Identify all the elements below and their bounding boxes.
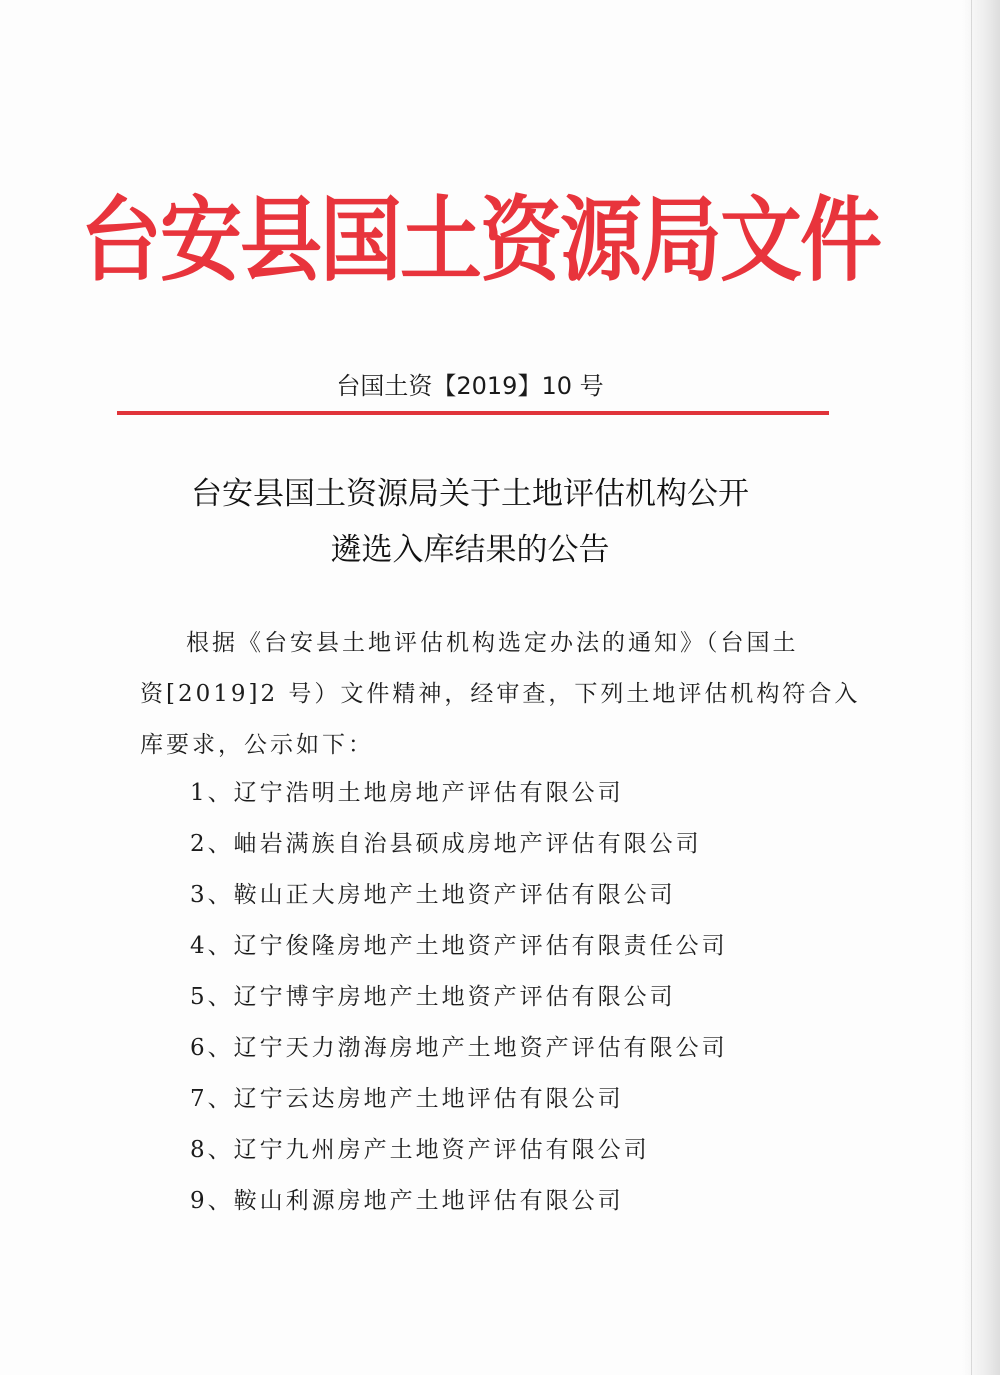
title-line-2: 遴选入库结果的公告 [330,532,610,568]
list-item: 4、辽宁俊隆房地产土地资产评估有限责任公司 [190,933,728,959]
body-line-2: 资[2019]2 号）文件精神，经审查，下列土地评估机构符合入 [140,681,861,707]
body-line-3: 库要求，公示如下： [140,732,374,758]
red-divider-line [117,411,829,415]
list-item: 9、鞍山利源房地产土地评估有限公司 [190,1188,624,1214]
list-item: 8、辽宁九州房产土地资产评估有限公司 [190,1137,650,1163]
list-item: 7、辽宁云达房地产土地评估有限公司 [190,1086,624,1112]
list-item: 6、辽宁天力渤海房地产土地资产评估有限公司 [190,1035,728,1061]
institution-list [190,768,728,1227]
list-item: 2、岫岩满族自治县硕成房地产评估有限公司 [190,831,702,857]
masthead-title: 台安县国土资源局文件 [80,186,881,295]
body-paragraph [140,618,861,771]
list-item: 3、鞍山正大房地产土地资产评估有限公司 [190,882,676,908]
document-number: 台国土资【2019】10 号 [336,372,604,400]
list-item: 5、辽宁博宇房地产土地资产评估有限公司 [190,984,676,1010]
scan-edge-shadow [962,0,1000,1375]
body-line-1: 根据《台安县土地评估机构选定办法的通知》（台国土 [186,630,799,656]
title-line-1: 台安县国土资源局关于土地评估机构公开 [191,476,749,512]
announcement-title [0,466,940,578]
list-item: 1、辽宁浩明土地房地产评估有限公司 [190,780,624,806]
scan-edge-line [971,0,972,1375]
